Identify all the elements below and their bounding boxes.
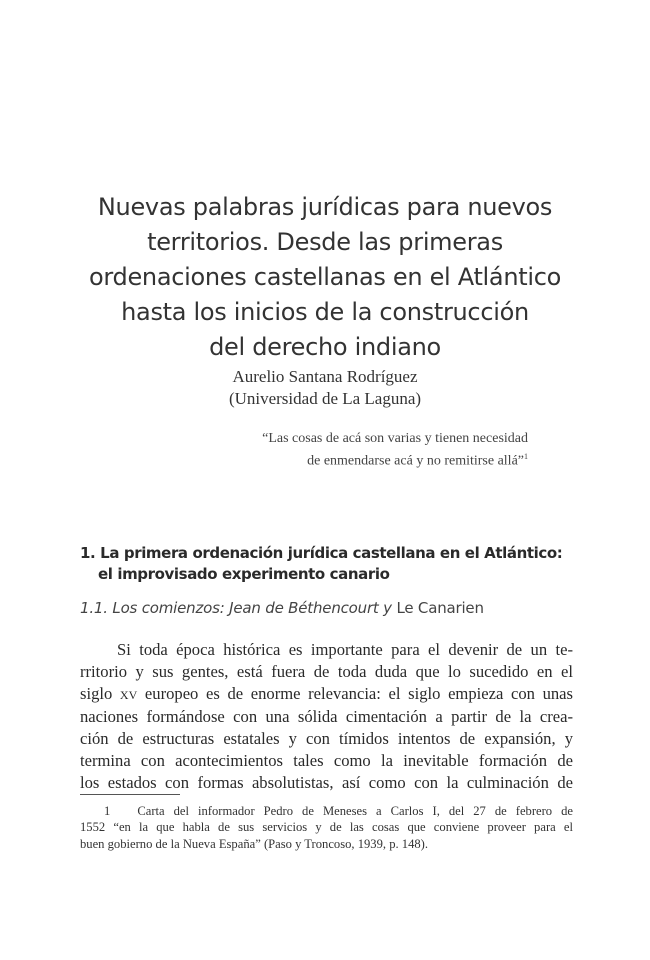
footnote-line-1 <box>80 803 573 819</box>
epigraph-line: “Las cosas de acá son varias y tienen necesidad <box>262 431 528 446</box>
body-line: los estados con formas absolutistas, así como con la culminación de <box>80 773 573 793</box>
section-heading-line: el improvisado experimento canario <box>98 565 390 583</box>
footnote-text: buen gobierno de la Nueva España” (Paso y Troncoso, 1939, p. 148). <box>80 836 429 851</box>
epigraph-line: de enmendarse acá y no remitirse allá” <box>307 453 524 469</box>
author-block <box>0 366 650 410</box>
footnote-separator <box>80 794 180 795</box>
body-line: rritorio y sus gentes, está fuera de toda duda que lo sucedido en el <box>80 662 573 682</box>
body-line: termina con acontecimientos tales como la inevitable formación de <box>80 751 573 771</box>
section-heading <box>80 543 562 585</box>
century-numeral: xv <box>119 684 138 704</box>
section-heading-line: 1. La primera ordenación jurídica castellana en el Atlántico: <box>80 544 563 562</box>
chapter-title-line: ordenaciones castellanas en el Atlántico <box>89 263 561 291</box>
body-line: naciones formándose con una sólida cimentación a partir de la crea- <box>80 706 573 726</box>
epigraph-line-2 <box>262 448 528 471</box>
chapter-title-line: Nuevas palabras jurídicas para nuevos <box>97 193 553 221</box>
epigraph <box>262 430 528 471</box>
footnote-text: Carta del informador Pedro de Meneses a Carlos I, del 27 de febrero de <box>137 804 573 818</box>
footnote-reference[interactable]: 1 <box>524 452 528 461</box>
subsection-number: 1.1. <box>80 599 108 617</box>
footnote-number: 1 <box>104 804 111 818</box>
body-paragraph <box>80 639 573 794</box>
body-line: ción de estructuras estatales y con tímidos intentos de expansión, y <box>80 728 573 748</box>
subsection-label-roman: Le Canarien <box>396 599 484 617</box>
body-text: europeo es de enorme relevancia: el siglo empieza con unas <box>144 684 573 704</box>
body-text: siglo <box>80 684 113 704</box>
subsection-heading <box>80 598 484 618</box>
chapter-title <box>60 190 590 365</box>
chapter-title-line: hasta los inicios de la construcción <box>121 298 529 326</box>
author-affiliation: (Universidad de La Laguna) <box>228 389 422 408</box>
footnote-text: 1552 “en la que habla de sus servicios y de las cosas que conviene proveer para el <box>80 820 573 835</box>
chapter-title-line: del derecho indiano <box>209 333 441 361</box>
author-name: Aurelio Santana Rodríguez <box>232 367 418 386</box>
subsection-label-italic: Los comienzos: Jean de Béthencourt y <box>112 599 392 617</box>
body-line: Si toda época histórica es importante para el devenir de un te- <box>117 640 573 659</box>
body-line-mixed <box>80 683 573 705</box>
footnote <box>80 803 573 852</box>
chapter-title-line: territorios. Desde las primeras <box>147 228 503 256</box>
